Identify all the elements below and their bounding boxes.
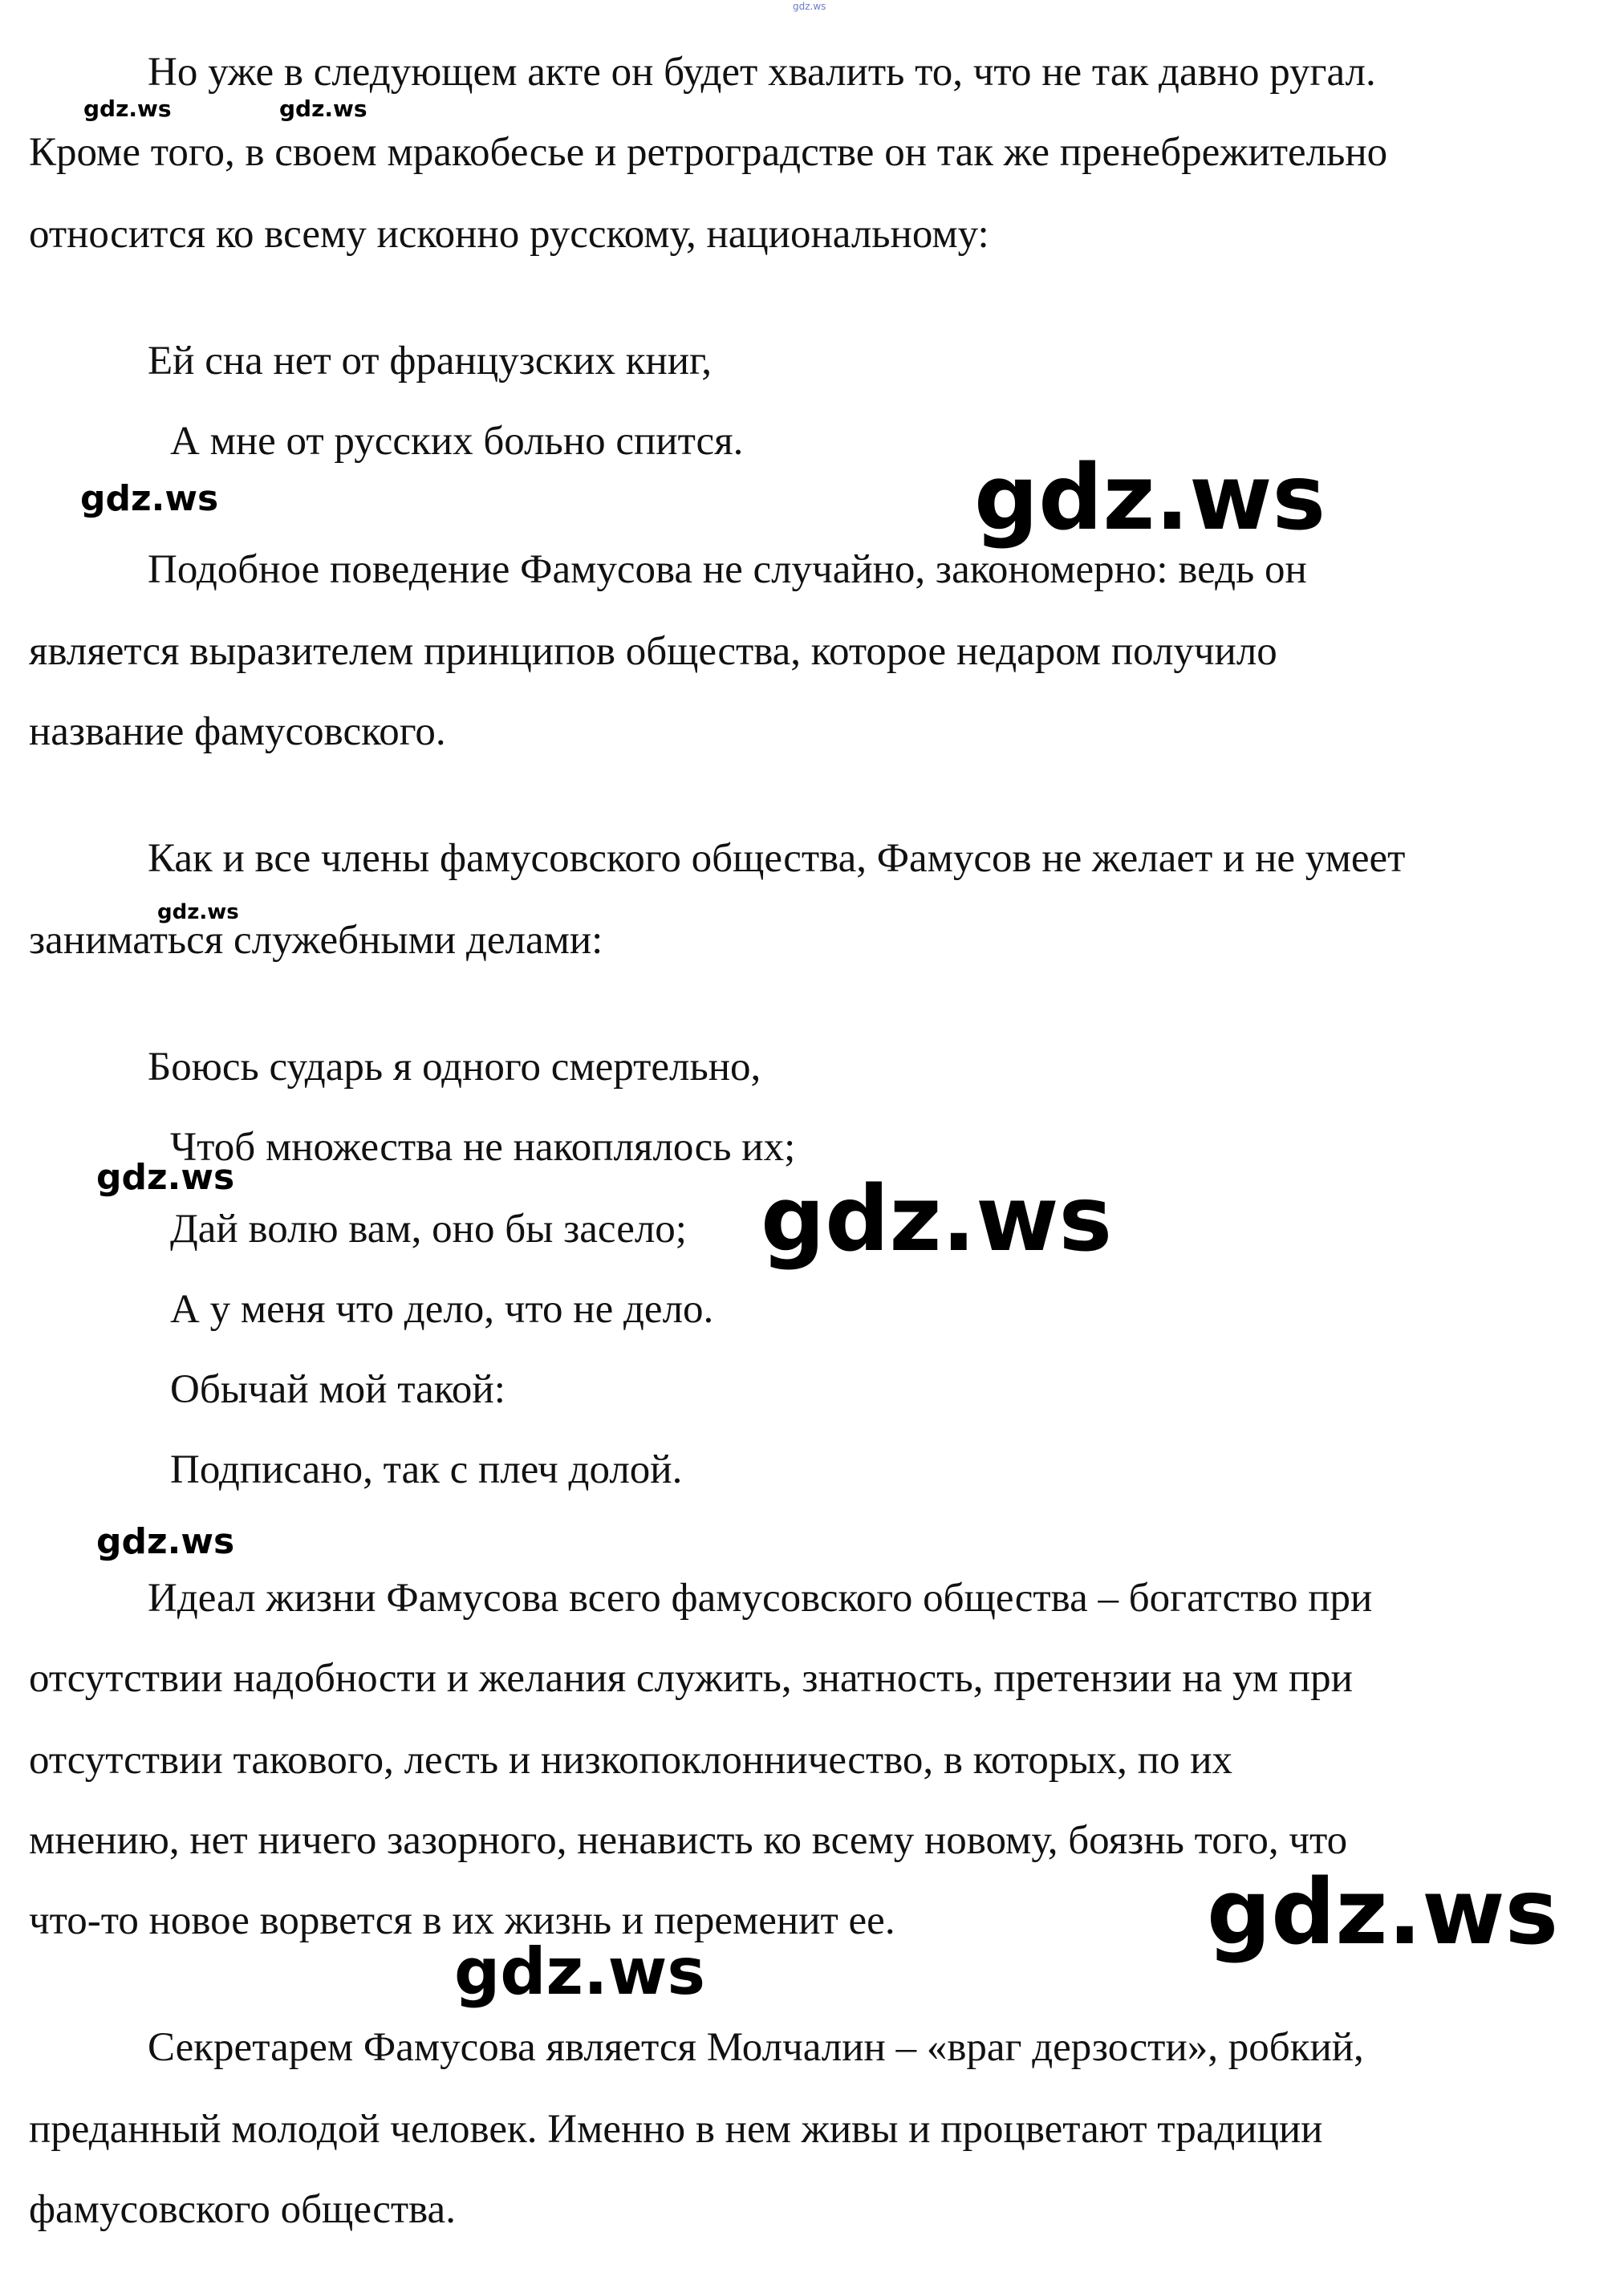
watermark: gdz.ws: [80, 478, 219, 519]
poem-line: Дай волю вам, оно бы засело;: [170, 1207, 687, 1252]
watermark: gdz.ws: [454, 1934, 706, 2009]
poem-line: Ей сна нет от французских книг,: [148, 339, 712, 384]
text-line: Как и все члены фамусовского общества, Фамусов не желает и не умеет: [148, 836, 1406, 881]
watermark: gdz.ws: [974, 446, 1326, 550]
poem-line: Подписано, так с плеч долой.: [170, 1447, 683, 1492]
text-line: Секретарем Фамусова является Молчалин – «враг дерзости», робкий,: [148, 2025, 1364, 2070]
watermark: gdz.ws: [793, 1, 826, 12]
watermark: gdz.ws: [83, 95, 172, 122]
poem-line: Чтоб множества не накоплялось их;: [170, 1125, 796, 1170]
watermark: gdz.ws: [157, 900, 239, 924]
poem-line: А у меня что дело, что не дело.: [170, 1287, 714, 1332]
text-line: отсутствии надобности и желания служить, знатность, претензии на ум при: [29, 1656, 1353, 1701]
watermark: gdz.ws: [279, 95, 367, 122]
text-line: Кроме того, в своем мракобесье и ретроградстве он так же пренебрежительно: [29, 130, 1388, 175]
text-line: мнению, нет ничего зазорного, ненависть ко всему новому, боязнь того, что: [29, 1818, 1348, 1863]
poem-line: А мне от русских больно спится.: [170, 419, 744, 464]
text-line: относится ко всему исконно русскому, национальному:: [29, 212, 989, 257]
text-line: Идеал жизни Фамусова всего фамусовского общества – богатство при: [148, 1576, 1373, 1621]
text-line: что-то новое ворвется в их жизнь и переменит ее.: [29, 1898, 895, 1943]
text-line: фамусовского общества.: [29, 2187, 456, 2232]
watermark: gdz.ws: [761, 1167, 1113, 1272]
text-line: преданный молодой человек. Именно в нем живы и процветают традиции: [29, 2107, 1323, 2152]
text-line: является выразителем принципов общества, которое недаром получило: [29, 629, 1277, 674]
poem-line: Обычай мой такой:: [170, 1367, 505, 1412]
text-line: отсутствии такового, лесть и низкопоклонничество, в которых, по их: [29, 1738, 1232, 1783]
watermark: gdz.ws: [96, 1521, 235, 1562]
text-line: название фамусовского.: [29, 709, 446, 754]
text-line: Подобное поведение Фамусова не случайно, закономерно: ведь он: [148, 547, 1307, 592]
text-line: заниматься служебными делами:: [29, 918, 603, 963]
text-line: Но уже в следующем акте он будет хвалить то, что не так давно ругал.: [148, 50, 1376, 95]
watermark: gdz.ws: [1207, 1861, 1559, 1965]
watermark: gdz.ws: [96, 1157, 235, 1198]
poem-line: Боюсь сударь я одного смертельно,: [148, 1045, 761, 1090]
